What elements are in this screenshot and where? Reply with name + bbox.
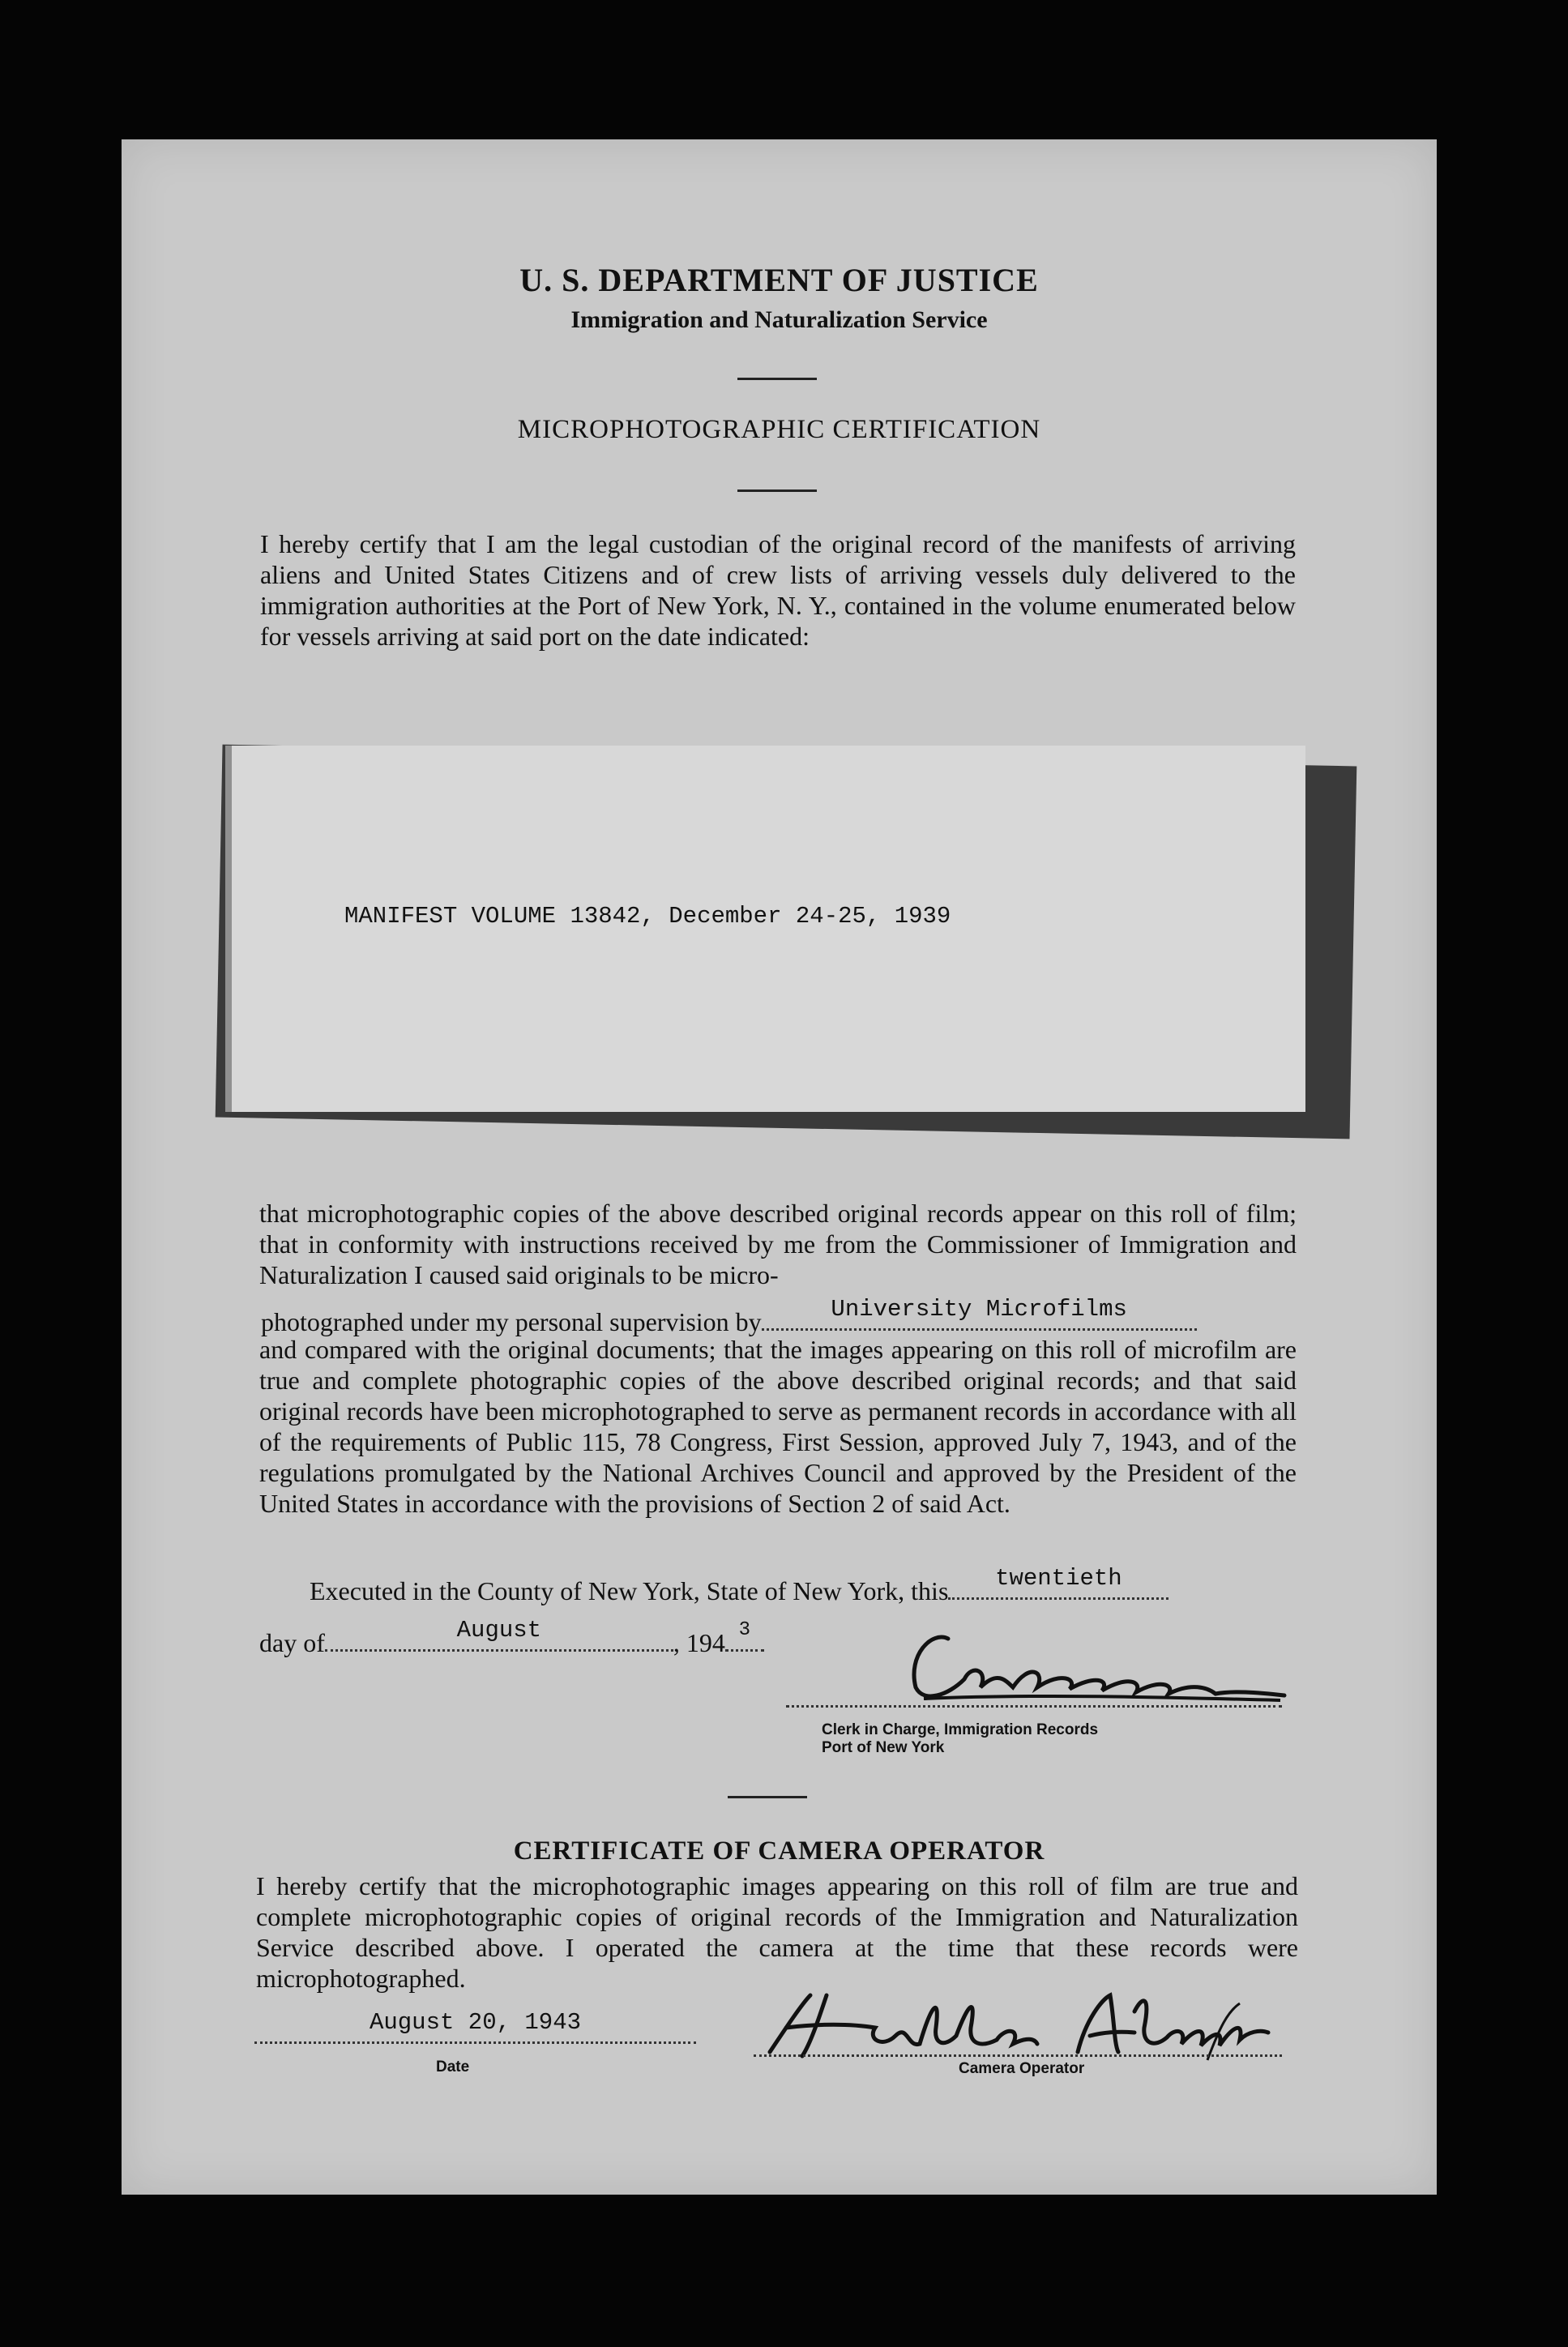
certificate-page [122,139,1437,2195]
execution-line [310,1565,1169,1606]
clerk-label-line2: Port of New York [822,1739,945,1756]
year-digit: 3 [738,1619,751,1641]
clerk-label [822,1721,1098,1757]
divider-rule [737,378,817,380]
clerk-signature-scrawl [875,1622,1361,1712]
body-paragraph-part1: that microphotographic copies of the above described original records appear on this roll of film; that in conformity with instructions received by me from the Commissioner of Immigration and Naturalization I caused said originals to be micro- [259,1199,1297,1289]
year-prefix: , 194 [673,1628,725,1657]
operator-signature-line [754,2054,1282,2057]
date-line [259,1617,764,1658]
divider-rule [728,1796,807,1798]
service-subheading: Immigration and Naturalization Service [570,306,988,333]
day-of-label: day of [259,1628,325,1657]
day-field [948,1565,1169,1600]
volume-card-text: MANIFEST VOLUME 13842, December 24-25, 1939 [344,903,951,930]
year-field [725,1619,764,1652]
month-field [325,1617,673,1652]
camera-date-field [254,2009,696,2050]
month-value: August [456,1617,542,1644]
supervision-line [261,1296,1197,1337]
camera-date-line [254,2009,696,2044]
microfilm-company-value: University Microfilms [831,1296,1127,1323]
operator-label: Camera Operator [959,2060,1085,2077]
microfilm-company-field [762,1296,1197,1331]
camera-paragraph: I hereby certify that the microphotographic images appearing on this roll of film are true and complete microphotographic copies of original records of the Immigration and Naturalization Service described above. I operated the camera at the time that these records were microphotographed. [256,1871,1298,1993]
camera-section-title: CERTIFICATE OF CAMERA OPERATOR [513,1836,1045,1866]
body-paragraph-part2: and compared with the original documents; that the images appearing on this roll of microfilm are true and complete photographic copies of the above described original records; and that said original records have been microphotographed to serve as permanent records in accordance with all of the requirements of Public 115, 78 Congress, First Session, approved July 7, 1943, and of the regulations promulgated by the National Archives Council and approved by the President of the United States in accordance with the provisions of Section 2 of said Act. [259,1335,1297,1518]
intro-paragraph: I hereby certify that I am the legal custodian of the original record of the manifests of arriving aliens and United States Citizens and of crew lists of arriving vessels duly delivered to the immigration authorities at the Port of New York, N. Y., contained in the volume enumerated below for vessels arriving at said port on the date indicated: [260,529,1296,651]
camera-date-value: August 20, 1943 [369,2009,582,2036]
clerk-signature-line [786,1705,1282,1708]
supervision-prefix: photographed under my personal supervision by [261,1307,762,1336]
day-value: twentieth [995,1565,1122,1592]
clerk-label-line1: Clerk in Charge, Immigration Records [822,1721,1099,1738]
department-heading: U. S. DEPARTMENT OF JUSTICE [519,262,1039,298]
execution-prefix: Executed in the County of New York, State of New York, this [310,1576,949,1605]
camera-date-label: Date [436,2058,470,2076]
divider-rule [737,489,817,492]
form-title: MICROPHOTOGRAPHIC CERTIFICATION [517,415,1041,444]
